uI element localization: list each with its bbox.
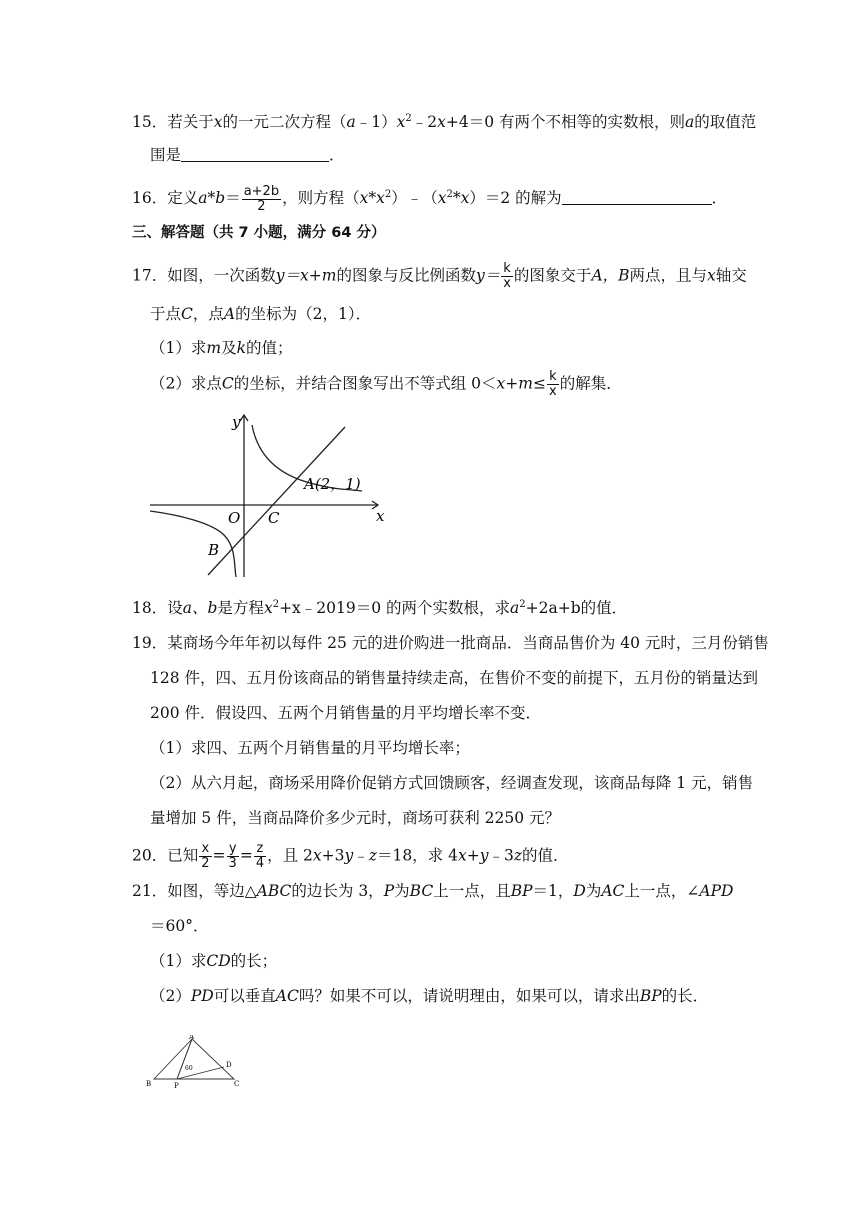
fraction xyxy=(242,185,281,214)
var: z xyxy=(513,846,523,865)
text: 的值． xyxy=(522,846,569,865)
denominator: 2 xyxy=(201,856,210,871)
var: m xyxy=(206,339,222,357)
var: y＝ xyxy=(475,266,501,285)
segment-pa xyxy=(177,1039,192,1079)
var: z xyxy=(368,846,377,865)
q16-number: 16． xyxy=(132,189,168,208)
q19-line1 xyxy=(132,632,769,654)
q20-number: 20． xyxy=(132,846,168,865)
point-p-label: P xyxy=(174,1082,179,1090)
point-a-label: A(2，1) xyxy=(304,475,361,493)
text: +4＝0 有两个不相等的实数根，则 xyxy=(445,113,686,132)
q17-line2 xyxy=(150,303,371,325)
vertex-b-label: B xyxy=(146,1080,152,1088)
text: 轴交 xyxy=(715,266,747,285)
text: （2）求点 xyxy=(150,374,222,393)
text: 如图，一次函数 xyxy=(167,266,276,285)
text: 于点 xyxy=(150,305,182,323)
vertex-a-label: A xyxy=(189,1035,195,1041)
text: 已知 xyxy=(167,846,199,865)
var: a*b xyxy=(198,189,226,208)
sup: 2 xyxy=(272,599,280,610)
text: ，且 2 xyxy=(267,846,313,865)
text: 的图象与反比例函数 xyxy=(336,266,476,285)
text: 如图，等边△ xyxy=(167,882,257,900)
q21-triangle-diagram xyxy=(140,1035,250,1090)
var: x xyxy=(437,189,447,208)
q21-line2: ＝60°． xyxy=(150,917,209,935)
q21-part2 xyxy=(150,985,708,1007)
sup: 2 xyxy=(384,189,392,200)
q17-part2 xyxy=(150,370,622,399)
q17-function-graph xyxy=(140,405,400,585)
var-x: x xyxy=(213,113,223,132)
text: ＝ xyxy=(225,189,241,208)
q19-line2: 128 件，四、五月份该商品的销售量持续走高，在售价不变的前提下，五月份的销量达到 xyxy=(150,669,759,687)
sup: 2 xyxy=(519,599,526,610)
text: 某商场今年年初以每件 25 元的进价购进一批商品．当商品售价为 40 元时，三月份销售 xyxy=(167,634,769,652)
q16-line xyxy=(132,184,727,214)
text: 可以垂直 xyxy=(213,987,276,1005)
denominator: 2 xyxy=(257,198,266,214)
hyperbola-branch-2 xyxy=(150,511,236,577)
text: 的图象交于 xyxy=(513,266,592,285)
numerator: z xyxy=(254,842,266,857)
numerator: x xyxy=(199,842,211,857)
sup: 2 xyxy=(405,113,412,124)
var: x*x xyxy=(359,189,385,208)
text: 为 xyxy=(394,882,410,900)
text: ﹣3 xyxy=(488,846,514,865)
text: ． xyxy=(329,146,345,164)
var: ABC xyxy=(256,882,292,900)
var: P xyxy=(383,882,395,900)
var: a、b xyxy=(182,599,218,618)
y-axis-label: y xyxy=(232,413,241,431)
var-x: x xyxy=(437,113,446,132)
q19-line3: 200 件．假设四、五两个月销售量的月平均增长率不变． xyxy=(150,704,542,722)
linear-function-line xyxy=(208,427,345,575)
text: （2） xyxy=(150,987,191,1005)
q19-part2-line1: （2）从六月起，商场采用降价促销方式回馈顾客，经调查发现，该商品每降 1 元，销售 xyxy=(150,774,754,792)
var: A，B xyxy=(591,266,630,285)
var: y xyxy=(479,846,489,865)
q21-number: 21． xyxy=(132,882,168,900)
fraction xyxy=(254,842,266,871)
numerator: k xyxy=(501,262,513,277)
text: 吗？如果不可以，请说明理由，如果可以，请求出 xyxy=(298,987,640,1005)
fraction xyxy=(547,370,559,399)
text: ≤ xyxy=(532,374,546,393)
point-c-label: C xyxy=(268,509,280,527)
sup: 2 xyxy=(446,189,453,200)
var: PD xyxy=(190,987,214,1005)
triangle-abc xyxy=(154,1039,234,1079)
text: 的长； xyxy=(230,952,278,970)
var: C xyxy=(221,374,234,393)
var: y xyxy=(344,846,354,865)
q20-line xyxy=(132,842,569,871)
answer-blank[interactable] xyxy=(181,147,329,162)
var: A xyxy=(223,305,236,323)
numerator: a+2b xyxy=(243,183,280,199)
text: 是方程 xyxy=(217,599,264,618)
text: 的坐标，并结合图象写出不等式组 0＜ xyxy=(233,374,497,393)
vertex-c-label: C xyxy=(234,1080,240,1088)
text: 的边长为 3， xyxy=(291,882,384,900)
var: BP xyxy=(510,882,533,900)
var: x xyxy=(263,599,273,618)
var: D xyxy=(573,882,586,900)
text: 围是 xyxy=(150,146,182,164)
var: APD xyxy=(699,882,734,900)
origin-label: O xyxy=(228,509,241,527)
q17-number: 17． xyxy=(132,266,168,285)
var: k xyxy=(236,339,246,357)
text: 定义 xyxy=(167,189,199,208)
text: ﹣2 xyxy=(411,113,438,132)
denominator: x xyxy=(548,384,557,399)
text: 上一点，且 xyxy=(433,882,511,900)
denominator: x xyxy=(503,276,511,291)
text: + xyxy=(466,846,480,865)
answer-blank[interactable] xyxy=(562,190,712,205)
var: BC xyxy=(409,882,434,900)
text: 及 xyxy=(221,339,237,357)
var: x xyxy=(707,266,716,285)
text: 的解集． xyxy=(559,374,622,393)
var: a xyxy=(510,599,520,618)
var: x+m xyxy=(496,374,533,393)
text: 的值； xyxy=(246,339,293,357)
var: x xyxy=(312,846,322,865)
text: +2a+b xyxy=(525,599,581,618)
text: 的长． xyxy=(661,987,709,1005)
denominator: 4 xyxy=(255,856,265,871)
var: AC xyxy=(275,987,299,1005)
text: ． xyxy=(711,189,728,208)
var: C xyxy=(181,305,193,323)
numerator: k xyxy=(547,370,559,385)
q17-line1 xyxy=(132,262,747,291)
q18-number: 18． xyxy=(132,599,168,618)
denominator: 3 xyxy=(228,856,237,871)
text: ）＝2 的解为 xyxy=(469,189,562,208)
var: *x xyxy=(452,189,470,208)
q21-part1 xyxy=(150,950,277,972)
text: 两点，且与 xyxy=(629,266,708,285)
text: ＝1， xyxy=(532,882,574,900)
text: 为 xyxy=(585,882,602,900)
var: AC xyxy=(601,882,625,900)
text: （1）求 xyxy=(150,339,207,357)
q15-line2 xyxy=(150,144,345,166)
var: x xyxy=(457,846,467,865)
text: +x﹣2019＝0 的两个实数根，求 xyxy=(279,599,511,618)
text: = xyxy=(212,846,226,865)
text: ，则方程（ xyxy=(282,189,360,208)
q19-number: 19． xyxy=(132,634,168,652)
text: 的坐标为（2，1）． xyxy=(235,305,372,323)
q21-line1 xyxy=(132,880,733,902)
text: 的一元二次方程（ xyxy=(222,113,347,132)
var-a: a xyxy=(346,113,356,132)
text: = xyxy=(239,846,253,865)
numerator: y xyxy=(227,842,239,857)
section-heading: 三、解答题（共 7 小题，满分 64 分） xyxy=(132,225,386,241)
text: 的值． xyxy=(580,599,628,618)
fraction xyxy=(227,842,239,871)
text: ，点 xyxy=(192,305,224,323)
q19-part2-line2: 量增加 5 件，当商品降价多少元时，商场可获利 2250 元？ xyxy=(150,809,561,827)
point-d-label: D xyxy=(226,1061,232,1069)
x-axis-label: x xyxy=(376,507,385,525)
var-x: x xyxy=(396,113,406,132)
text: 设 xyxy=(167,599,183,618)
q18-line xyxy=(132,594,627,619)
text: ）﹣（ xyxy=(391,189,438,208)
angle-label: 60 xyxy=(185,1065,193,1072)
text: +3 xyxy=(321,846,345,865)
fraction xyxy=(501,262,513,291)
q15-line1 xyxy=(132,108,756,133)
text: （1）求 xyxy=(150,952,207,970)
q17-part1 xyxy=(150,337,293,359)
text: 若关于 xyxy=(167,113,214,132)
q15-number: 15． xyxy=(132,113,168,132)
text: 上一点，∠ xyxy=(624,882,700,900)
var: CD xyxy=(206,952,231,970)
q19-part1: （1）求四、五两个月销售量的月平均增长率； xyxy=(150,739,470,757)
text: ﹣ xyxy=(353,846,369,865)
text: ﹣1） xyxy=(355,113,397,132)
var: BP xyxy=(639,987,662,1005)
point-b-label: B xyxy=(208,541,220,559)
var: y＝x+m xyxy=(275,266,337,285)
var-a: a xyxy=(685,113,695,132)
text: 的取值范 xyxy=(694,113,757,132)
text: ＝18，求 4 xyxy=(376,846,458,865)
fraction xyxy=(199,842,211,871)
